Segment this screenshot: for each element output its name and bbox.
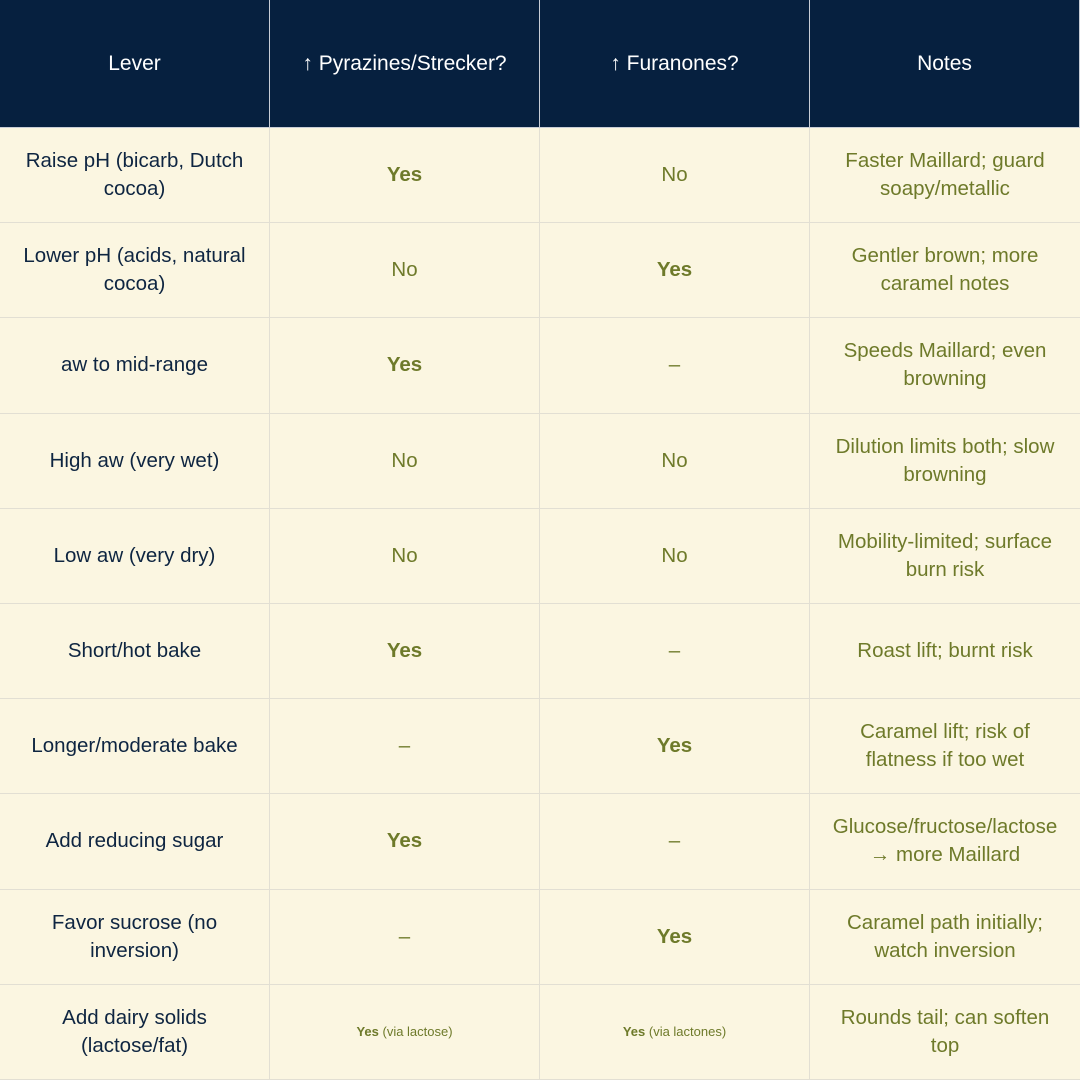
cell-lever: Lower pH (acids, natural cocoa) — [0, 223, 270, 318]
header-notes: Notes — [810, 0, 1080, 128]
cell-pyrazines: No — [270, 414, 540, 509]
cell-furanones: No — [540, 414, 810, 509]
cell-notes: Caramel lift; risk of flatness if too wet — [810, 699, 1080, 794]
cell-pyrazines: – — [270, 890, 540, 985]
cell-furanones: – — [540, 794, 810, 889]
cell-notes: Faster Maillard; guard soapy/metallic — [810, 128, 1080, 223]
cell-value: Yes — [622, 1023, 646, 1039]
cell-notes: Speeds Maillard; even browning — [810, 318, 1080, 413]
cell-furanones: Yes — [540, 699, 810, 794]
cell-notes: Roast lift; burnt risk — [810, 604, 1080, 699]
cell-lever: Favor sucrose (no inversion) — [0, 890, 270, 985]
cell-pyrazines: Yes — [270, 128, 540, 223]
cell-notes: Dilution limits both; slow browning — [810, 414, 1080, 509]
cell-lever: Longer/moderate bake — [0, 699, 270, 794]
cell-lever: Add reducing sugar — [0, 794, 270, 889]
cell-value: Yes — [356, 1023, 379, 1039]
cell-furanones: – — [540, 604, 810, 699]
cell-notes: Mobility-limited; surface burn risk — [810, 509, 1080, 604]
cell-pyrazines: Yes — [270, 318, 540, 413]
cell-notes: Rounds tail; can soften top — [810, 985, 1080, 1080]
cell-pyrazines: Yes — [270, 604, 540, 699]
cell-pyrazines: Yes — [270, 794, 540, 889]
cell-furanones — [540, 985, 810, 1080]
cell-notes: Caramel path initially; watch inversion — [810, 890, 1080, 985]
cell-notes: Gentler brown; more caramel notes — [810, 223, 1080, 318]
cell-pyrazines: – — [270, 699, 540, 794]
cell-furanones: No — [540, 509, 810, 604]
cell-furanones: Yes — [540, 223, 810, 318]
cell-qualifier: (via lactones) — [648, 1023, 727, 1039]
header-furanones: ↑ Furanones? — [540, 0, 810, 128]
cell-pyrazines — [270, 985, 540, 1080]
cell-lever: Low aw (very dry) — [0, 509, 270, 604]
cell-lever: Raise pH (bicarb, Dutch cocoa) — [0, 128, 270, 223]
cell-furanones: – — [540, 318, 810, 413]
cell-qualifier: (via lactose) — [382, 1023, 453, 1039]
cell-lever: Add dairy solids (lactose/fat) — [0, 985, 270, 1080]
cell-furanones: Yes — [540, 890, 810, 985]
header-pyrazines: ↑ Pyrazines/Strecker? — [270, 0, 540, 128]
cell-notes: Glucose/fructose/lactose → more Maillard — [810, 794, 1080, 889]
cell-pyrazines: No — [270, 509, 540, 604]
cell-pyrazines: No — [270, 223, 540, 318]
cell-furanones: No — [540, 128, 810, 223]
cell-lever: Short/hot bake — [0, 604, 270, 699]
cell-lever: aw to mid-range — [0, 318, 270, 413]
cell-lever: High aw (very wet) — [0, 414, 270, 509]
header-lever: Lever — [0, 0, 270, 128]
